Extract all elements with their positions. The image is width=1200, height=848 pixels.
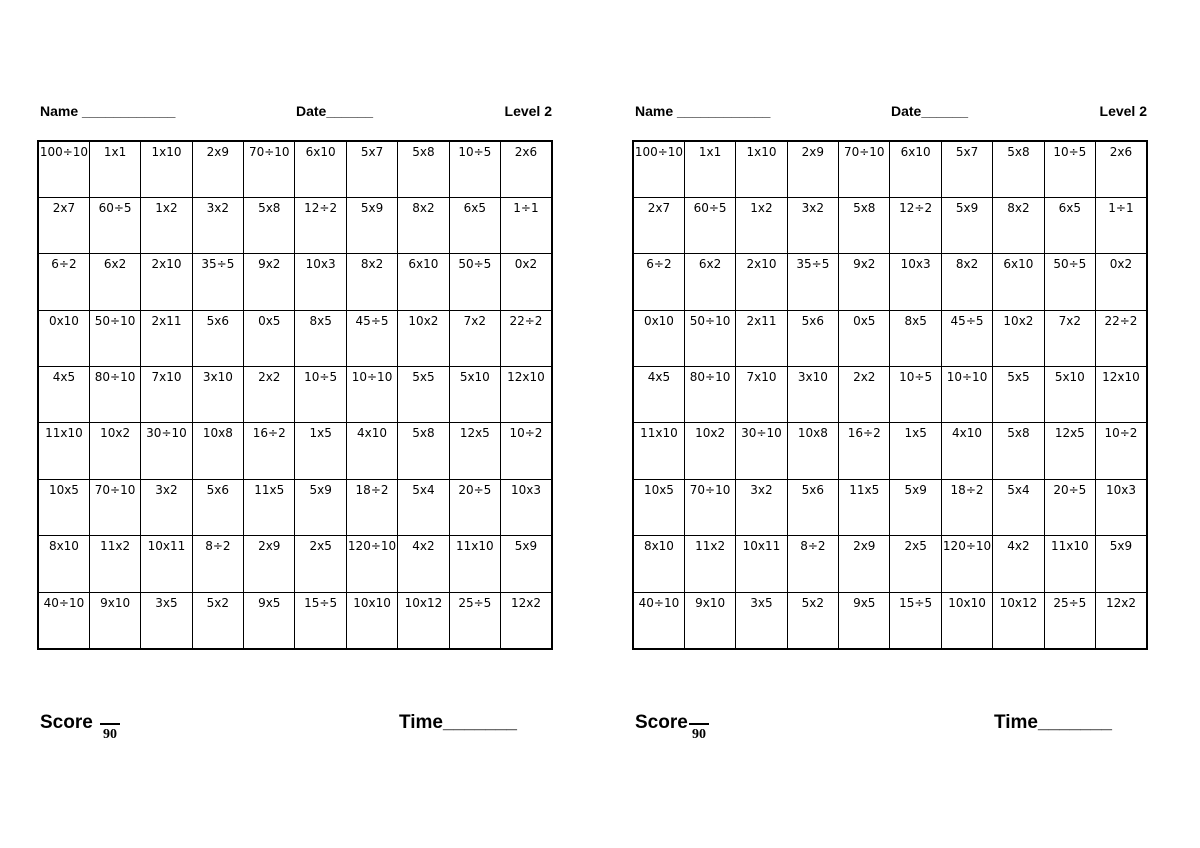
problem-cell: 1x1 bbox=[89, 141, 140, 197]
problem-cell: 3x2 bbox=[141, 479, 192, 535]
problem-cell: 10x12 bbox=[993, 592, 1044, 648]
score-label: Score bbox=[40, 712, 93, 733]
problem-cell: 5x9 bbox=[501, 536, 552, 592]
problem-cell: 0x10 bbox=[633, 310, 684, 366]
problem-cell: 2x11 bbox=[736, 310, 787, 366]
problem-cell: 6x10 bbox=[398, 254, 449, 310]
problem-cell: 25÷5 bbox=[449, 592, 500, 648]
problem-cell: 9x5 bbox=[244, 592, 295, 648]
problem-cell: 15÷5 bbox=[295, 592, 346, 648]
problem-cell: 11x2 bbox=[684, 536, 735, 592]
worksheet-header bbox=[36, 103, 566, 123]
problem-cell: 12x2 bbox=[1096, 592, 1147, 648]
problem-cell: 7x10 bbox=[736, 367, 787, 423]
problem-cell: 12÷2 bbox=[890, 197, 941, 253]
problem-cell: 6x10 bbox=[890, 141, 941, 197]
problem-cell: 1÷1 bbox=[501, 197, 552, 253]
problem-cell: 10÷2 bbox=[1096, 423, 1147, 479]
problem-cell: 12x5 bbox=[1044, 423, 1095, 479]
problem-cell: 25÷5 bbox=[1044, 592, 1095, 648]
grid-row bbox=[38, 254, 552, 310]
problem-cell: 22÷2 bbox=[501, 310, 552, 366]
problem-cell: 9x10 bbox=[684, 592, 735, 648]
problem-cell: 7x2 bbox=[1044, 310, 1095, 366]
problem-cell: 5x6 bbox=[192, 310, 243, 366]
problem-cell: 2x10 bbox=[141, 254, 192, 310]
problem-cell: 8x5 bbox=[890, 310, 941, 366]
problem-cell: 5x2 bbox=[787, 592, 838, 648]
problem-cell: 5x6 bbox=[787, 479, 838, 535]
problem-cell: 8÷2 bbox=[787, 536, 838, 592]
grid-row bbox=[633, 423, 1147, 479]
problem-cell: 5x10 bbox=[449, 367, 500, 423]
problem-cell: 6x10 bbox=[993, 254, 1044, 310]
time-field-label: Time_______ bbox=[399, 712, 517, 733]
problem-cell: 1x1 bbox=[684, 141, 735, 197]
problem-cell: 6x5 bbox=[1044, 197, 1095, 253]
problem-cell: 1x2 bbox=[141, 197, 192, 253]
problem-cell: 5x9 bbox=[941, 197, 992, 253]
problem-cell: 8x2 bbox=[941, 254, 992, 310]
grid-row bbox=[38, 367, 552, 423]
problem-cell: 5x10 bbox=[1044, 367, 1095, 423]
problem-cell: 10x3 bbox=[890, 254, 941, 310]
problem-cell: 50÷5 bbox=[1044, 254, 1095, 310]
grid-row bbox=[633, 367, 1147, 423]
problem-cell: 2x7 bbox=[633, 197, 684, 253]
grid-row bbox=[38, 197, 552, 253]
problem-cell: 11x10 bbox=[449, 536, 500, 592]
grid-row bbox=[633, 254, 1147, 310]
problem-cell: 80÷10 bbox=[89, 367, 140, 423]
problem-cell: 100÷10 bbox=[633, 141, 684, 197]
problem-cell: 45÷5 bbox=[346, 310, 397, 366]
problem-cell: 2x6 bbox=[1096, 141, 1147, 197]
problem-cell: 4x5 bbox=[633, 367, 684, 423]
problem-cell: 2x10 bbox=[736, 254, 787, 310]
worksheet-right bbox=[631, 0, 1161, 848]
problem-cell: 3x10 bbox=[192, 367, 243, 423]
grid-row bbox=[38, 592, 552, 648]
problem-cell: 8x2 bbox=[993, 197, 1044, 253]
problem-cell: 2x2 bbox=[244, 367, 295, 423]
problem-cell: 0x2 bbox=[501, 254, 552, 310]
problem-cell: 20÷5 bbox=[449, 479, 500, 535]
problem-cell: 5x9 bbox=[346, 197, 397, 253]
problem-grid bbox=[37, 140, 553, 650]
name-field-label: Name ____________ bbox=[635, 103, 771, 119]
problem-cell: 12x5 bbox=[449, 423, 500, 479]
problem-cell: 10÷5 bbox=[890, 367, 941, 423]
problem-cell: 5x8 bbox=[244, 197, 295, 253]
problem-cell: 45÷5 bbox=[941, 310, 992, 366]
problem-cell: 6x5 bbox=[449, 197, 500, 253]
problem-cell: 70÷10 bbox=[89, 479, 140, 535]
problem-cell: 10x5 bbox=[38, 479, 89, 535]
problem-cell: 60÷5 bbox=[89, 197, 140, 253]
problem-cell: 10x10 bbox=[346, 592, 397, 648]
grid-row bbox=[38, 536, 552, 592]
problem-cell: 4x2 bbox=[993, 536, 1044, 592]
problem-cell: 10x10 bbox=[941, 592, 992, 648]
problem-cell: 5x4 bbox=[398, 479, 449, 535]
problem-cell: 10x3 bbox=[1096, 479, 1147, 535]
grid-row bbox=[633, 536, 1147, 592]
problem-cell: 9x10 bbox=[89, 592, 140, 648]
problem-cell: 2x2 bbox=[839, 367, 890, 423]
problem-cell: 11x10 bbox=[1044, 536, 1095, 592]
worksheet-header bbox=[631, 103, 1161, 123]
problem-cell: 2x9 bbox=[839, 536, 890, 592]
problem-cell: 18÷2 bbox=[941, 479, 992, 535]
problem-cell: 10x8 bbox=[192, 423, 243, 479]
worksheet-footer bbox=[631, 710, 1161, 750]
problem-cell: 3x10 bbox=[787, 367, 838, 423]
problem-cell: 3x5 bbox=[736, 592, 787, 648]
grid-row bbox=[633, 479, 1147, 535]
score-denominator: 90 bbox=[692, 727, 706, 742]
fraction-bar bbox=[689, 723, 709, 725]
problem-cell: 5x5 bbox=[993, 367, 1044, 423]
problem-cell: 8x10 bbox=[38, 536, 89, 592]
problem-cell: 40÷10 bbox=[38, 592, 89, 648]
problem-cell: 100÷10 bbox=[38, 141, 89, 197]
name-field-label: Name ____________ bbox=[40, 103, 176, 119]
problem-cell: 0x5 bbox=[839, 310, 890, 366]
problem-cell: 5x9 bbox=[295, 479, 346, 535]
problem-cell: 10x11 bbox=[141, 536, 192, 592]
problem-cell: 5x2 bbox=[192, 592, 243, 648]
problem-cell: 10÷10 bbox=[346, 367, 397, 423]
problem-cell: 10x2 bbox=[398, 310, 449, 366]
worksheet-footer bbox=[36, 710, 566, 750]
problem-cell: 5x5 bbox=[398, 367, 449, 423]
worksheet-left bbox=[36, 0, 566, 848]
level-label: Level 2 bbox=[1099, 103, 1147, 119]
problem-cell: 5x7 bbox=[941, 141, 992, 197]
problem-cell: 10x2 bbox=[684, 423, 735, 479]
score-denominator: 90 bbox=[103, 727, 117, 742]
problem-cell: 10x2 bbox=[993, 310, 1044, 366]
problem-cell: 16÷2 bbox=[839, 423, 890, 479]
problem-cell: 3x2 bbox=[192, 197, 243, 253]
problem-cell: 5x6 bbox=[192, 479, 243, 535]
problem-cell: 120÷10 bbox=[346, 536, 397, 592]
problem-cell: 11x10 bbox=[38, 423, 89, 479]
problem-cell: 10x3 bbox=[295, 254, 346, 310]
problem-cell: 4x2 bbox=[398, 536, 449, 592]
score-fraction bbox=[689, 714, 709, 742]
problem-cell: 20÷5 bbox=[1044, 479, 1095, 535]
problem-cell: 8x2 bbox=[398, 197, 449, 253]
grid-row bbox=[38, 310, 552, 366]
problem-cell: 4x5 bbox=[38, 367, 89, 423]
problem-cell: 4x10 bbox=[941, 423, 992, 479]
problem-cell: 2x9 bbox=[244, 536, 295, 592]
date-field-label: Date______ bbox=[891, 103, 969, 119]
problem-cell: 10÷5 bbox=[449, 141, 500, 197]
problem-cell: 2x11 bbox=[141, 310, 192, 366]
time-field-label: Time_______ bbox=[994, 712, 1112, 733]
problem-cell: 1x5 bbox=[295, 423, 346, 479]
problem-cell: 6x10 bbox=[295, 141, 346, 197]
problem-cell: 70÷10 bbox=[839, 141, 890, 197]
grid-row bbox=[38, 479, 552, 535]
problem-cell: 9x2 bbox=[839, 254, 890, 310]
problem-cell: 2x5 bbox=[295, 536, 346, 592]
problem-cell: 8x5 bbox=[295, 310, 346, 366]
date-field-label: Date______ bbox=[296, 103, 374, 119]
problem-cell: 1x5 bbox=[890, 423, 941, 479]
problem-cell: 11x5 bbox=[244, 479, 295, 535]
grid-row bbox=[633, 197, 1147, 253]
problem-cell: 5x8 bbox=[839, 197, 890, 253]
problem-cell: 18÷2 bbox=[346, 479, 397, 535]
problem-cell: 15÷5 bbox=[890, 592, 941, 648]
problem-cell: 2x7 bbox=[38, 197, 89, 253]
problem-cell: 2x9 bbox=[192, 141, 243, 197]
fraction-bar bbox=[100, 723, 120, 725]
problem-cell: 11x5 bbox=[839, 479, 890, 535]
problem-cell: 5x8 bbox=[993, 423, 1044, 479]
problem-cell: 6x2 bbox=[684, 254, 735, 310]
problem-cell: 35÷5 bbox=[787, 254, 838, 310]
level-label: Level 2 bbox=[504, 103, 552, 119]
problem-cell: 80÷10 bbox=[684, 367, 735, 423]
score-label: Score bbox=[635, 712, 688, 733]
problem-cell: 6÷2 bbox=[633, 254, 684, 310]
problem-cell: 16÷2 bbox=[244, 423, 295, 479]
problem-cell: 10÷10 bbox=[941, 367, 992, 423]
grid-row bbox=[38, 141, 552, 197]
score-fraction bbox=[100, 714, 120, 742]
problem-cell: 7x2 bbox=[449, 310, 500, 366]
problem-cell: 9x5 bbox=[839, 592, 890, 648]
problem-cell: 7x10 bbox=[141, 367, 192, 423]
problem-cell: 10x8 bbox=[787, 423, 838, 479]
problem-cell: 8÷2 bbox=[192, 536, 243, 592]
problem-cell: 22÷2 bbox=[1096, 310, 1147, 366]
problem-cell: 50÷10 bbox=[684, 310, 735, 366]
problem-cell: 8x10 bbox=[633, 536, 684, 592]
problem-cell: 10÷2 bbox=[501, 423, 552, 479]
problem-cell: 5x7 bbox=[346, 141, 397, 197]
problem-cell: 50÷10 bbox=[89, 310, 140, 366]
problem-cell: 10x5 bbox=[633, 479, 684, 535]
grid-row bbox=[38, 423, 552, 479]
problem-cell: 2x5 bbox=[890, 536, 941, 592]
problem-cell: 5x9 bbox=[1096, 536, 1147, 592]
problem-cell: 1x10 bbox=[736, 141, 787, 197]
problem-cell: 30÷10 bbox=[736, 423, 787, 479]
problem-cell: 4x10 bbox=[346, 423, 397, 479]
problem-cell: 3x2 bbox=[787, 197, 838, 253]
problem-cell: 70÷10 bbox=[684, 479, 735, 535]
problem-cell: 6÷2 bbox=[38, 254, 89, 310]
problem-cell: 12x2 bbox=[501, 592, 552, 648]
problem-cell: 5x9 bbox=[890, 479, 941, 535]
grid-row bbox=[633, 592, 1147, 648]
problem-cell: 3x2 bbox=[736, 479, 787, 535]
problem-cell: 12x10 bbox=[501, 367, 552, 423]
problem-cell: 40÷10 bbox=[633, 592, 684, 648]
problem-cell: 9x2 bbox=[244, 254, 295, 310]
problem-cell: 10x3 bbox=[501, 479, 552, 535]
problem-cell: 0x2 bbox=[1096, 254, 1147, 310]
problem-cell: 120÷10 bbox=[941, 536, 992, 592]
problem-cell: 3x5 bbox=[141, 592, 192, 648]
problem-cell: 5x8 bbox=[398, 423, 449, 479]
problem-cell: 5x8 bbox=[993, 141, 1044, 197]
problem-cell: 10÷5 bbox=[1044, 141, 1095, 197]
problem-cell: 6x2 bbox=[89, 254, 140, 310]
grid-row bbox=[633, 310, 1147, 366]
problem-cell: 60÷5 bbox=[684, 197, 735, 253]
problem-cell: 30÷10 bbox=[141, 423, 192, 479]
problem-cell: 0x10 bbox=[38, 310, 89, 366]
problem-cell: 2x6 bbox=[501, 141, 552, 197]
problem-cell: 5x6 bbox=[787, 310, 838, 366]
problem-cell: 11x10 bbox=[633, 423, 684, 479]
problem-cell: 5x8 bbox=[398, 141, 449, 197]
problem-cell: 1÷1 bbox=[1096, 197, 1147, 253]
problem-cell: 10x12 bbox=[398, 592, 449, 648]
problem-cell: 2x9 bbox=[787, 141, 838, 197]
problem-cell: 10x11 bbox=[736, 536, 787, 592]
problem-cell: 35÷5 bbox=[192, 254, 243, 310]
grid-row bbox=[633, 141, 1147, 197]
problem-cell: 1x10 bbox=[141, 141, 192, 197]
problem-cell: 12x10 bbox=[1096, 367, 1147, 423]
problem-cell: 10÷5 bbox=[295, 367, 346, 423]
problem-cell: 0x5 bbox=[244, 310, 295, 366]
problem-cell: 70÷10 bbox=[244, 141, 295, 197]
problem-grid bbox=[632, 140, 1148, 650]
problem-cell: 11x2 bbox=[89, 536, 140, 592]
problem-cell: 8x2 bbox=[346, 254, 397, 310]
problem-cell: 1x2 bbox=[736, 197, 787, 253]
problem-cell: 50÷5 bbox=[449, 254, 500, 310]
problem-cell: 10x2 bbox=[89, 423, 140, 479]
problem-cell: 12÷2 bbox=[295, 197, 346, 253]
problem-cell: 5x4 bbox=[993, 479, 1044, 535]
